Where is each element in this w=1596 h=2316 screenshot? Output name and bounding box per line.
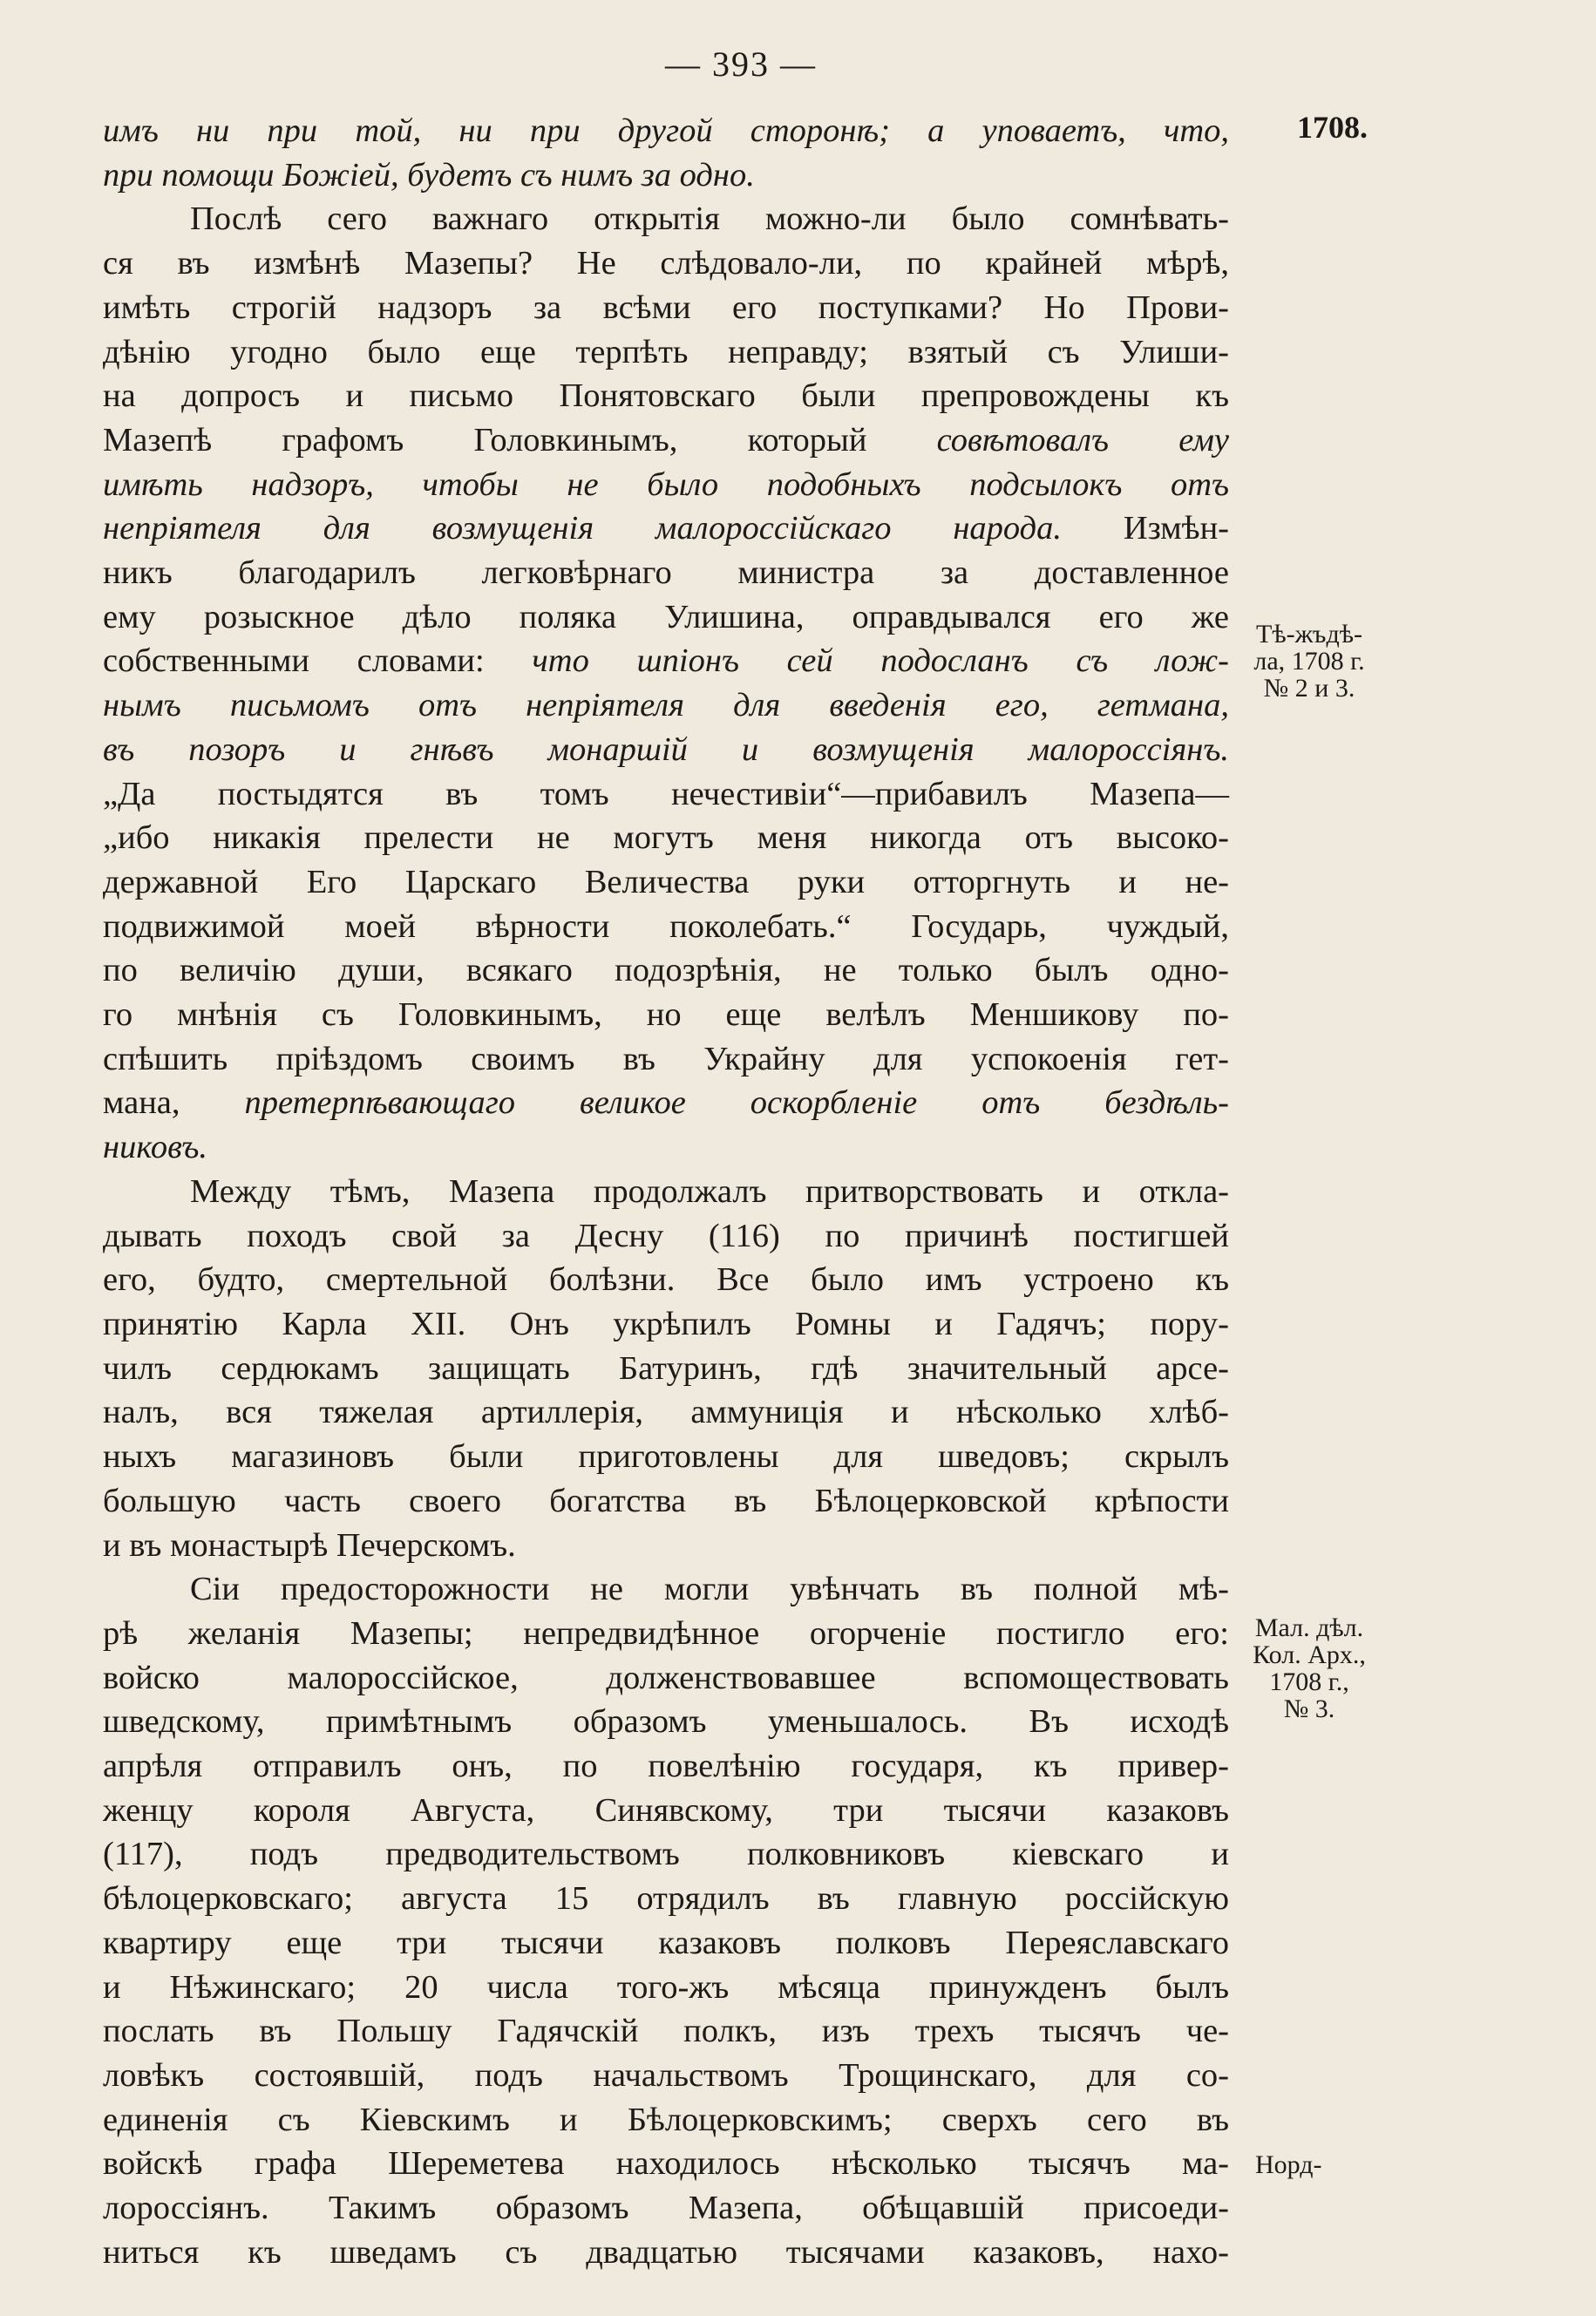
text-segment: войскѣ графа Шереметева находилось нѣсколько тысячъ ма-	[103, 2145, 1229, 2183]
text-segment: ниться къ шведамъ съ двадцатью тысячами казаковъ, нахо-	[103, 2233, 1229, 2271]
text-segment: единенія съ Кіевскимъ и Бѣлоцерковскимъ; сверхъ сего въ	[103, 2101, 1229, 2138]
text-segment: ся въ измѣнѣ Мазепы? Не слѣдовало-ли, по крайней мѣрѣ,	[103, 245, 1229, 282]
margin-note-source-3	[1255, 2151, 1412, 2178]
text-segment: чилъ сердюкамъ защищать Батуринъ, гдѣ значительный арсе-	[103, 1349, 1229, 1387]
margin-note-line: ла, 1708 г.	[1253, 647, 1365, 676]
text-segment: спѣшить пріѣздомъ своимъ въ Украйну для успокоенія гет-	[103, 1040, 1229, 1077]
text-line	[103, 860, 1229, 905]
text-segment: лороссіянъ. Такимъ образомъ Мазепа, обѣщавшій присоеди-	[103, 2190, 1229, 2227]
text-line	[103, 2142, 1229, 2186]
text-segment: женцу короля Августа, Синявскому, три тысячи казаковъ	[103, 1791, 1229, 1829]
text-segment: Послѣ сего важнаго открытія можно-ли было сомнѣвать-	[190, 200, 1229, 238]
text-segment: налъ, вся тяжелая артиллерія, аммуниція и нѣсколько хлѣб-	[103, 1394, 1229, 1431]
text-segment: имѣть строгій надзоръ за всѣми его поступками? Но Прови-	[103, 289, 1229, 326]
text-line	[103, 1789, 1229, 1833]
text-line	[103, 2009, 1229, 2054]
margin-note-line: Норд-	[1255, 2150, 1322, 2179]
text-segment: большую часть своего богатства въ Бѣлоцерковской крѣпости	[103, 1482, 1229, 1519]
margin-note-line: 1708 г.,	[1269, 1667, 1349, 1696]
text-segment: на допросъ и письмо Понятовскаго были препровождены къ	[103, 377, 1229, 415]
text-segment: дѣнію угодно было еще терпѣть неправду; взятый съ Улиши-	[103, 333, 1229, 370]
text-segment: шведскому, примѣтнымъ образомъ уменьшалось. Въ исходѣ	[103, 1703, 1229, 1741]
text-line	[103, 1170, 1229, 1214]
text-line	[103, 286, 1229, 330]
text-line	[103, 109, 1229, 153]
text-line	[103, 1081, 1229, 1125]
text-line	[103, 1966, 1229, 2010]
text-line	[103, 683, 1229, 728]
italic-segment: имѣть надзоръ, чтобы не было подобныхъ подсылокъ отъ	[103, 465, 1229, 503]
text-segment: бѣлоцерковскаго; августа 15 отрядилъ въ главную россійскую	[103, 1880, 1229, 1918]
main-text	[103, 109, 1229, 2274]
text-line	[103, 1125, 1229, 1170]
text-line	[103, 551, 1229, 595]
text-segment: Сіи предосторожности не могли увѣнчать въ полной мѣ-	[190, 1571, 1229, 1608]
text-segment: „Да постыдятся въ томъ нечестивіи“—прибавилъ Мазепа—	[103, 775, 1229, 812]
text-line	[103, 1656, 1229, 1701]
text-line	[103, 1435, 1229, 1479]
text-segment: собственными словами:	[103, 642, 533, 680]
text-segment: го мнѣнія съ Головкинымъ, но еще велѣлъ Меншикову по-	[103, 996, 1229, 1034]
margin-note-line: Мал. дѣл.	[1254, 1613, 1364, 1642]
text-line	[103, 2098, 1229, 2143]
text-line	[103, 2231, 1229, 2275]
italic-segment: въ позоръ и гнѣвъ монаршій и возмущенія малороссіянъ.	[103, 730, 1229, 768]
text-segment: никъ благодарилъ легковѣрнаго министра за доставленное	[103, 554, 1229, 592]
margin-note-line: Кол. Арх.,	[1253, 1640, 1366, 1669]
text-line	[103, 1347, 1229, 1391]
text-line	[103, 595, 1229, 640]
text-line	[103, 1700, 1229, 1744]
text-line	[103, 1921, 1229, 1966]
text-line	[103, 2186, 1229, 2231]
text-line	[103, 1258, 1229, 1302]
text-line	[103, 728, 1229, 772]
text-line	[103, 1744, 1229, 1789]
text-line	[103, 1214, 1229, 1259]
text-segment: Между тѣмъ, Мазепа продолжалъ притворствовать и откла-	[190, 1172, 1229, 1210]
italic-segment: что шпіонъ сей подосланъ съ лож-	[532, 642, 1229, 680]
text-segment: послать въ Польшу Гадячскій полкъ, изъ трехъ тысячъ че-	[103, 2013, 1229, 2050]
text-segment: „ибо никакія прелести не могутъ меня никогда отъ высоко-	[103, 819, 1229, 857]
italic-segment: непріятеля для возмущенія малороссійскаго народа.	[103, 510, 1063, 547]
text-line	[103, 1302, 1229, 1347]
text-line	[103, 993, 1229, 1037]
italic-segment: имъ ни при той, ни при другой сторонѣ; а уповаетъ, что,	[103, 112, 1229, 149]
text-line	[103, 948, 1229, 993]
text-segment: квартиру еще три тысячи казаковъ полковъ Переяславскаго	[103, 1924, 1229, 1961]
text-segment: ему розыскное дѣло поляка Улишина, оправдывался его же	[103, 598, 1229, 635]
text-segment: принятію Карла XII. Онъ укрѣпилъ Ромны и Гадячъ; пору-	[103, 1305, 1229, 1342]
text-segment: подвижимой моей вѣрности поколебать.“ Государь, чуждый,	[103, 907, 1229, 945]
margin-note-line: Тѣ-жъдѣ-	[1256, 620, 1362, 649]
text-segment: дывать походъ свой за Десну (116) по причинѣ постигшей	[103, 1217, 1229, 1254]
text-segment: (117), подъ предводительствомъ полковниковъ кіевскаго и	[103, 1836, 1229, 1873]
text-line	[103, 1612, 1229, 1656]
text-line	[103, 374, 1229, 418]
italic-segment: при помощи Божіей, будетъ съ нимъ за одно.	[103, 156, 755, 194]
text-line	[103, 1877, 1229, 1921]
text-line	[103, 1524, 1229, 1568]
italic-segment: никовъ.	[103, 1129, 207, 1166]
text-segment: мана,	[103, 1084, 245, 1122]
text-line	[103, 153, 1229, 198]
text-line	[103, 506, 1229, 551]
margin-note-source-1	[1231, 621, 1388, 702]
margin-note-line: № 2 и 3.	[1263, 674, 1355, 703]
text-line	[103, 1037, 1229, 1082]
italic-segment: претерпѣвающаго великое оскорбленіе отъ бездѣль-	[244, 1084, 1230, 1122]
text-line	[103, 330, 1229, 375]
text-line	[103, 905, 1229, 949]
margin-note-line: № 3.	[1283, 1695, 1335, 1723]
text-segment: державной Его Царскаго Величества руки отторгнуть и не-	[103, 863, 1229, 900]
text-segment: и Нѣжинскаго; 20 числа того-жъ мѣсяца принужденъ былъ	[103, 1968, 1229, 2006]
text-line	[103, 241, 1229, 286]
year-heading: 1708.	[1297, 110, 1368, 145]
text-line	[103, 1567, 1229, 1612]
text-line	[103, 197, 1229, 241]
text-line	[103, 1390, 1229, 1435]
italic-segment: совѣтовалъ ему	[936, 421, 1229, 458]
page-number: — 393 —	[665, 44, 817, 84]
text-segment: и въ монастырѣ Печерскомъ.	[103, 1526, 516, 1564]
text-line	[103, 816, 1229, 860]
text-line	[103, 1479, 1229, 1524]
text-line	[103, 2054, 1229, 2098]
text-segment: войско малороссійское, долженствовавшее вспомоществовать	[103, 1659, 1229, 1696]
text-line	[103, 1832, 1229, 1877]
text-line	[103, 463, 1229, 507]
text-line	[103, 772, 1229, 817]
text-segment: рѣ желанія Мазепы; непредвидѣнное огорченіе постигло его:	[103, 1614, 1229, 1652]
text-segment: Измѣн-	[1062, 510, 1229, 547]
text-segment: ловѣкъ состоявшій, подъ начальствомъ Трощинскаго, для со-	[103, 2056, 1229, 2094]
text-segment: апрѣля отправилъ онъ, по повелѣнію государя, къ привер-	[103, 1748, 1229, 1785]
text-segment: его, будто, смертельной болѣзни. Все было имъ устроено къ	[103, 1261, 1229, 1299]
text-line	[103, 418, 1229, 463]
text-line	[103, 639, 1229, 683]
text-segment: ныхъ магазиновъ были приготовлены для шведовъ; скрылъ	[103, 1438, 1229, 1476]
text-segment: по величію души, всякаго подозрѣнія, не только былъ одно-	[103, 952, 1229, 989]
margin-note-source-2	[1231, 1614, 1388, 1722]
text-segment: Мазепѣ графомъ Головкинымъ, который	[103, 421, 937, 458]
italic-segment: нымъ письмомъ отъ непріятеля для введенія его, гетмана,	[103, 687, 1229, 724]
